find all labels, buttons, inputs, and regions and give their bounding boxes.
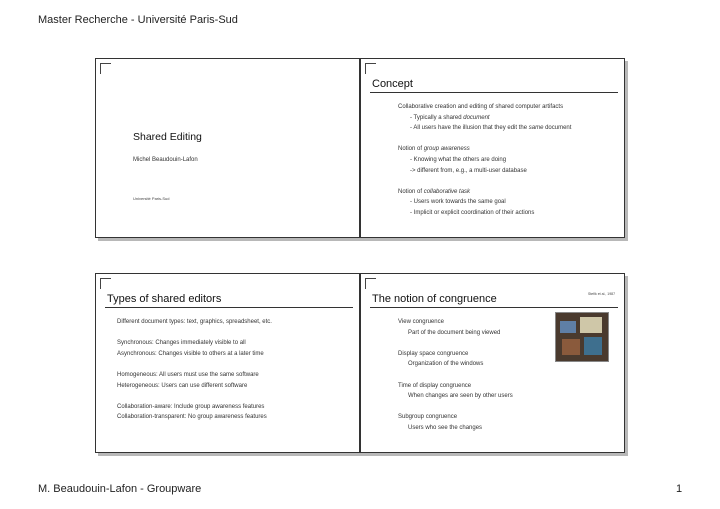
body-line: Organization of the windows xyxy=(408,361,484,368)
slide-heading: The notion of congruence xyxy=(372,293,497,305)
body-line: Notion of group awareness xyxy=(398,146,470,153)
body-line: Display space congruence xyxy=(398,350,469,357)
body-line: Notion of collaborative task xyxy=(398,188,471,195)
slide-body xyxy=(398,317,544,434)
slide-types xyxy=(95,273,360,453)
body-line: Collaborative creation and editing of shared computer artifacts xyxy=(398,104,564,110)
corner-mark xyxy=(365,278,376,289)
body-line: - Typically a shared document xyxy=(410,114,490,121)
body-line: Part of the document being viewed xyxy=(408,329,501,336)
slide-congruence xyxy=(360,273,625,453)
body-line: Collaboration-aware: Include group awareness features xyxy=(117,403,265,410)
body-line: Time of display congruence xyxy=(398,382,472,389)
citation: Stefik et al., 1987 xyxy=(588,292,616,296)
slide-concept xyxy=(360,58,625,238)
heading-rule xyxy=(370,307,618,308)
author-name: Michel Beaudouin-Lafon xyxy=(133,157,198,163)
slide-body xyxy=(398,102,618,219)
body-line: - Implicit or explicit coordination of their actions xyxy=(410,209,535,216)
heading-rule xyxy=(105,307,353,308)
body-line: Subgroup congruence xyxy=(398,414,458,421)
body-line: -> different from, e.g., a multi-user database xyxy=(410,167,527,174)
slide-title-text: Shared Editing xyxy=(133,131,202,143)
body-line: Synchronous: Changes immediately visible to all xyxy=(117,340,246,347)
slide-heading: Types of shared editors xyxy=(107,293,222,305)
body-line: Asynchronous: Changes visible to others at a later time xyxy=(117,350,264,357)
body-line: Homogeneous: All users must use the same software xyxy=(117,371,259,378)
page-footer: M. Beaudouin-Lafon - Groupware xyxy=(38,483,202,495)
institution: Université Paris-Sud xyxy=(133,196,170,201)
page-header: Master Recherche - Université Paris-Sud xyxy=(38,14,238,26)
corner-mark xyxy=(100,278,111,289)
body-line: Collaboration-transparent: No group awareness features xyxy=(117,414,267,421)
body-line: When changes are seen by other users xyxy=(408,393,513,400)
body-line: Different document types: text, graphics, spreadsheet, etc. xyxy=(117,319,272,325)
body-line: View congruence xyxy=(398,319,444,325)
body-line: - All users have the illusion that they edit the same document xyxy=(410,125,572,132)
body-line: Heterogeneous: Users can use different software xyxy=(117,382,248,389)
corner-mark xyxy=(100,63,111,74)
corner-mark xyxy=(365,63,376,74)
page-number: 1 xyxy=(676,483,683,495)
slide-title xyxy=(95,58,360,238)
meeting-room-photo xyxy=(555,312,609,362)
slide-heading: Concept xyxy=(372,78,413,90)
body-line: - Users work towards the same goal xyxy=(410,199,506,206)
slide-body xyxy=(117,317,353,423)
body-line: - Knowing what the others are doing xyxy=(410,156,507,163)
body-line: Users who see the changes xyxy=(408,424,483,431)
heading-rule xyxy=(370,92,618,93)
